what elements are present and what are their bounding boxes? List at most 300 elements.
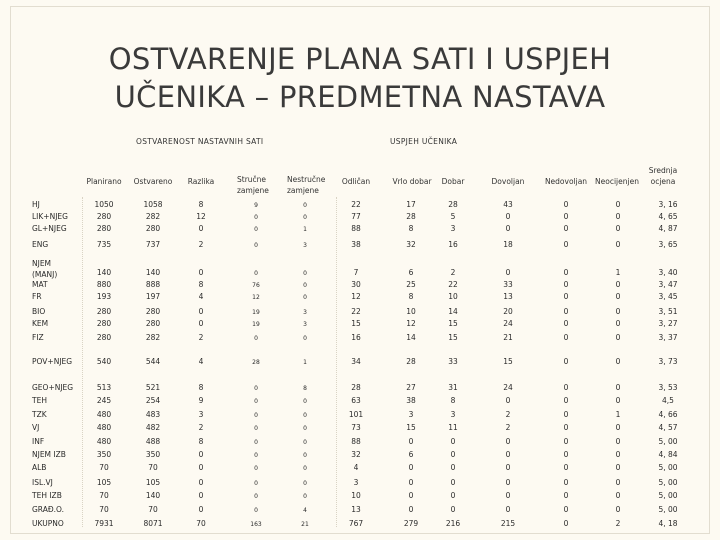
row-subject-label: BIO bbox=[32, 307, 46, 316]
col-header-nestrucne-zamjene: Nestručne zamjene bbox=[287, 175, 326, 195]
cell-dobar: 14 bbox=[448, 307, 458, 316]
cell-strucne-zamjene: 0 bbox=[254, 493, 258, 500]
cell-neocijenjen: 0 bbox=[615, 212, 621, 221]
cell-srednja-ocjena: 4, 18 bbox=[658, 519, 678, 528]
cell-neocijenjen: 0 bbox=[615, 396, 621, 405]
cell-nedovoljan: 0 bbox=[563, 319, 569, 328]
cell-neocijenjen: 0 bbox=[615, 319, 621, 328]
col-header-odlican: Odličan bbox=[341, 177, 371, 186]
cell-razlika: 0 bbox=[198, 307, 204, 316]
cell-dobar: 28 bbox=[448, 200, 458, 209]
cell-vrlo-dobar: 6 bbox=[408, 268, 414, 277]
cell-strucne-zamjene: 0 bbox=[254, 214, 258, 221]
cell-ostvareno: 282 bbox=[145, 333, 161, 342]
col-header-ostvareno: Ostvareno bbox=[133, 177, 173, 186]
cell-odlican: 34 bbox=[351, 357, 361, 366]
cell-dovoljan: 13 bbox=[503, 292, 513, 301]
cell-strucne-zamjene: 0 bbox=[254, 412, 258, 419]
cell-srednja-ocjena: 3, 65 bbox=[658, 240, 678, 249]
cell-dovoljan: 2 bbox=[505, 410, 511, 419]
cell-planirano: 735 bbox=[96, 240, 112, 249]
cell-dobar: 3 bbox=[450, 224, 456, 233]
cell-dobar: 5 bbox=[450, 212, 456, 221]
cell-nedovoljan: 0 bbox=[563, 280, 569, 289]
cell-dobar: 31 bbox=[448, 383, 458, 392]
cell-planirano: 70 bbox=[99, 463, 109, 472]
cell-odlican: 32 bbox=[351, 450, 361, 459]
cell-ostvareno: 70 bbox=[148, 463, 158, 472]
cell-planirano: 280 bbox=[96, 319, 112, 328]
cell-strucne-zamjene: 28 bbox=[252, 359, 260, 366]
group-header-realization: OSTVARENOST NASTAVNIH SATI bbox=[136, 137, 264, 146]
cell-vrlo-dobar: 0 bbox=[408, 463, 414, 472]
cell-odlican: 73 bbox=[351, 423, 361, 432]
cell-nedovoljan: 0 bbox=[563, 307, 569, 316]
cell-strucne-zamjene: 19 bbox=[252, 309, 260, 316]
cell-razlika: 9 bbox=[198, 396, 204, 405]
cell-nedovoljan: 0 bbox=[563, 240, 569, 249]
cell-nestrucne-zamjene: 0 bbox=[303, 425, 307, 432]
cell-vrlo-dobar: 28 bbox=[406, 212, 416, 221]
cell-neocijenjen: 0 bbox=[615, 307, 621, 316]
cell-strucne-zamjene: 0 bbox=[254, 439, 258, 446]
cell-srednja-ocjena: 4, 84 bbox=[658, 450, 678, 459]
cell-nedovoljan: 0 bbox=[563, 357, 569, 366]
cell-razlika: 0 bbox=[198, 478, 204, 487]
cell-ostvareno: 888 bbox=[145, 280, 161, 289]
cell-nestrucne-zamjene: 0 bbox=[303, 335, 307, 342]
cell-neocijenjen: 0 bbox=[615, 383, 621, 392]
cell-nedovoljan: 0 bbox=[563, 292, 569, 301]
cell-neocijenjen: 0 bbox=[615, 292, 621, 301]
cell-vrlo-dobar: 6 bbox=[408, 450, 414, 459]
cell-dobar: 8 bbox=[450, 396, 456, 405]
cell-ostvareno: 1058 bbox=[143, 200, 163, 209]
cell-ostvareno: 140 bbox=[145, 491, 161, 500]
cell-vrlo-dobar: 32 bbox=[406, 240, 416, 249]
cell-ostvareno: 350 bbox=[145, 450, 161, 459]
cell-razlika: 12 bbox=[196, 212, 206, 221]
cell-planirano: 480 bbox=[96, 437, 112, 446]
row-subject-label: TZK bbox=[32, 410, 47, 419]
cell-dovoljan: 0 bbox=[505, 505, 511, 514]
cell-nestrucne-zamjene: 0 bbox=[303, 214, 307, 221]
row-subject-label: KEM bbox=[32, 319, 49, 328]
cell-vrlo-dobar: 27 bbox=[406, 383, 416, 392]
cell-odlican: 767 bbox=[348, 519, 364, 528]
cell-srednja-ocjena: 4, 87 bbox=[658, 224, 678, 233]
cell-nedovoljan: 0 bbox=[563, 224, 569, 233]
cell-srednja-ocjena: 5, 00 bbox=[658, 505, 678, 514]
cell-nedovoljan: 0 bbox=[563, 333, 569, 342]
cell-neocijenjen: 2 bbox=[615, 519, 621, 528]
cell-nedovoljan: 0 bbox=[563, 200, 569, 209]
cell-planirano: 480 bbox=[96, 423, 112, 432]
cell-nestrucne-zamjene: 0 bbox=[303, 398, 307, 405]
cell-vrlo-dobar: 8 bbox=[408, 224, 414, 233]
cell-vrlo-dobar: 15 bbox=[406, 423, 416, 432]
cell-ostvareno: 140 bbox=[145, 268, 161, 277]
cell-dovoljan: 0 bbox=[505, 463, 511, 472]
cell-ostvareno: 482 bbox=[145, 423, 161, 432]
cell-vrlo-dobar: 25 bbox=[406, 280, 416, 289]
cell-neocijenjen: 0 bbox=[615, 240, 621, 249]
cell-planirano: 105 bbox=[96, 478, 112, 487]
cell-odlican: 88 bbox=[351, 437, 361, 446]
cell-neocijenjen: 0 bbox=[615, 450, 621, 459]
cell-odlican: 28 bbox=[351, 383, 361, 392]
row-subject-label: TEH IZB bbox=[32, 491, 62, 500]
cell-strucne-zamjene: 76 bbox=[252, 282, 260, 289]
cell-vrlo-dobar: 17 bbox=[406, 200, 416, 209]
cell-nestrucne-zamjene: 1 bbox=[303, 226, 307, 233]
cell-nestrucne-zamjene: 0 bbox=[303, 282, 307, 289]
cell-strucne-zamjene: 0 bbox=[254, 335, 258, 342]
cell-dovoljan: 20 bbox=[503, 307, 513, 316]
cell-planirano: 280 bbox=[96, 212, 112, 221]
cell-srednja-ocjena: 5, 00 bbox=[658, 491, 678, 500]
cell-ostvareno: 105 bbox=[145, 478, 161, 487]
row-subject-label: ISL.VJ bbox=[32, 478, 53, 487]
cell-srednja-ocjena: 4,5 bbox=[662, 396, 674, 405]
cell-ostvareno: 8071 bbox=[143, 519, 163, 528]
cell-razlika: 70 bbox=[196, 519, 206, 528]
cell-razlika: 0 bbox=[198, 505, 204, 514]
col-header-vrlo-dobar: Vrlo dobar bbox=[392, 177, 432, 186]
cell-strucne-zamjene: 9 bbox=[254, 202, 258, 209]
cell-nestrucne-zamjene: 0 bbox=[303, 465, 307, 472]
cell-dovoljan: 0 bbox=[505, 478, 511, 487]
cell-srednja-ocjena: 3, 37 bbox=[658, 333, 678, 342]
cell-neocijenjen: 1 bbox=[615, 268, 621, 277]
row-subject-label: FIZ bbox=[32, 333, 44, 342]
cell-planirano: 140 bbox=[96, 268, 112, 277]
cell-srednja-ocjena: 3, 47 bbox=[658, 280, 678, 289]
row-subject-label: TEH bbox=[32, 396, 47, 405]
cell-odlican: 16 bbox=[351, 333, 361, 342]
cell-planirano: 480 bbox=[96, 410, 112, 419]
slide-title bbox=[0, 40, 720, 116]
row-subject-label: FR bbox=[32, 292, 42, 301]
cell-nestrucne-zamjene: 1 bbox=[303, 359, 307, 366]
cell-planirano: 280 bbox=[96, 333, 112, 342]
cell-planirano: 280 bbox=[96, 224, 112, 233]
cell-planirano: 280 bbox=[96, 307, 112, 316]
row-subject-label: VJ bbox=[32, 423, 40, 432]
cell-odlican: 88 bbox=[351, 224, 361, 233]
cell-odlican: 7 bbox=[353, 268, 359, 277]
cell-neocijenjen: 0 bbox=[615, 333, 621, 342]
cell-nestrucne-zamjene: 3 bbox=[303, 321, 307, 328]
cell-neocijenjen: 0 bbox=[615, 437, 621, 446]
cell-neocijenjen: 0 bbox=[615, 491, 621, 500]
cell-vrlo-dobar: 28 bbox=[406, 357, 416, 366]
cell-razlika: 8 bbox=[198, 437, 204, 446]
cell-dobar: 2 bbox=[450, 268, 456, 277]
cell-srednja-ocjena: 3, 40 bbox=[658, 268, 678, 277]
cell-ostvareno: 488 bbox=[145, 437, 161, 446]
cell-dovoljan: 21 bbox=[503, 333, 513, 342]
cell-nestrucne-zamjene: 4 bbox=[303, 507, 307, 514]
cell-strucne-zamjene: 0 bbox=[254, 398, 258, 405]
cell-srednja-ocjena: 4, 57 bbox=[658, 423, 678, 432]
cell-dobar: 3 bbox=[450, 410, 456, 419]
cell-dovoljan: 18 bbox=[503, 240, 513, 249]
cell-nestrucne-zamjene: 0 bbox=[303, 480, 307, 487]
cell-dovoljan: 0 bbox=[505, 450, 511, 459]
cell-nedovoljan: 0 bbox=[563, 383, 569, 392]
cell-strucne-zamjene: 19 bbox=[252, 321, 260, 328]
cell-neocijenjen: 0 bbox=[615, 224, 621, 233]
cell-odlican: 63 bbox=[351, 396, 361, 405]
cell-planirano: 70 bbox=[99, 491, 109, 500]
cell-dovoljan: 24 bbox=[503, 383, 513, 392]
row-subject-label: GEO+NJEG bbox=[32, 383, 74, 392]
row-subject-label: HJ bbox=[32, 200, 40, 209]
cell-razlika: 0 bbox=[198, 463, 204, 472]
cell-srednja-ocjena: 5, 00 bbox=[658, 463, 678, 472]
cell-dobar: 10 bbox=[448, 292, 458, 301]
cell-ostvareno: 544 bbox=[145, 357, 161, 366]
cell-neocijenjen: 0 bbox=[615, 505, 621, 514]
cell-ostvareno: 280 bbox=[145, 224, 161, 233]
cell-dovoljan: 215 bbox=[500, 519, 516, 528]
cell-nedovoljan: 0 bbox=[563, 423, 569, 432]
column-divider bbox=[82, 197, 83, 527]
cell-vrlo-dobar: 279 bbox=[403, 519, 419, 528]
row-subject-label: NJEM (MANJ) bbox=[32, 259, 58, 279]
cell-odlican: 13 bbox=[351, 505, 361, 514]
cell-dobar: 16 bbox=[448, 240, 458, 249]
col-header-razlika: Razlika bbox=[187, 177, 215, 186]
cell-nedovoljan: 0 bbox=[563, 450, 569, 459]
row-subject-label: ENG bbox=[32, 240, 49, 249]
cell-nedovoljan: 0 bbox=[563, 505, 569, 514]
cell-srednja-ocjena: 3, 45 bbox=[658, 292, 678, 301]
cell-nestrucne-zamjene: 3 bbox=[303, 242, 307, 249]
cell-ostvareno: 282 bbox=[145, 212, 161, 221]
cell-nestrucne-zamjene: 0 bbox=[303, 439, 307, 446]
cell-nedovoljan: 0 bbox=[563, 396, 569, 405]
cell-planirano: 70 bbox=[99, 505, 109, 514]
cell-ostvareno: 197 bbox=[145, 292, 161, 301]
cell-nestrucne-zamjene: 8 bbox=[303, 385, 307, 392]
cell-vrlo-dobar: 8 bbox=[408, 292, 414, 301]
cell-razlika: 2 bbox=[198, 240, 204, 249]
cell-srednja-ocjena: 4, 66 bbox=[658, 410, 678, 419]
group-header-success: USPJEH UČENIKA bbox=[390, 137, 458, 146]
cell-dovoljan: 24 bbox=[503, 319, 513, 328]
cell-neocijenjen: 1 bbox=[615, 410, 621, 419]
cell-ostvareno: 483 bbox=[145, 410, 161, 419]
cell-strucne-zamjene: 0 bbox=[254, 507, 258, 514]
cell-nestrucne-zamjene: 0 bbox=[303, 202, 307, 209]
cell-nedovoljan: 0 bbox=[563, 463, 569, 472]
row-subject-label: ALB bbox=[32, 463, 47, 472]
cell-nedovoljan: 0 bbox=[563, 491, 569, 500]
cell-vrlo-dobar: 3 bbox=[408, 410, 414, 419]
cell-strucne-zamjene: 12 bbox=[252, 294, 260, 301]
cell-odlican: 22 bbox=[351, 307, 361, 316]
cell-razlika: 2 bbox=[198, 333, 204, 342]
cell-nestrucne-zamjene: 0 bbox=[303, 452, 307, 459]
cell-nedovoljan: 0 bbox=[563, 437, 569, 446]
cell-nedovoljan: 0 bbox=[563, 212, 569, 221]
cell-nestrucne-zamjene: 0 bbox=[303, 412, 307, 419]
cell-odlican: 30 bbox=[351, 280, 361, 289]
cell-strucne-zamjene: 0 bbox=[254, 480, 258, 487]
col-header-nedovoljan: Nedovoljan bbox=[544, 177, 588, 186]
cell-dobar: 0 bbox=[450, 491, 456, 500]
cell-ostvareno: 70 bbox=[148, 505, 158, 514]
cell-dobar: 15 bbox=[448, 333, 458, 342]
cell-dobar: 33 bbox=[448, 357, 458, 366]
cell-dobar: 216 bbox=[445, 519, 461, 528]
cell-vrlo-dobar: 0 bbox=[408, 505, 414, 514]
cell-planirano: 193 bbox=[96, 292, 112, 301]
cell-srednja-ocjena: 4, 65 bbox=[658, 212, 678, 221]
cell-dobar: 15 bbox=[448, 319, 458, 328]
title-line-2: UČENIKA – PREDMETNA NASTAVA bbox=[114, 80, 606, 114]
cell-neocijenjen: 0 bbox=[615, 423, 621, 432]
cell-razlika: 0 bbox=[198, 491, 204, 500]
row-subject-label: NJEM IZB bbox=[32, 450, 66, 459]
cell-dovoljan: 0 bbox=[505, 268, 511, 277]
cell-neocijenjen: 0 bbox=[615, 357, 621, 366]
col-header-planirano: Planirano bbox=[86, 177, 122, 186]
row-subject-label: GRAĐ.O. bbox=[32, 505, 65, 514]
cell-neocijenjen: 0 bbox=[615, 478, 621, 487]
cell-srednja-ocjena: 3, 27 bbox=[658, 319, 678, 328]
cell-ostvareno: 280 bbox=[145, 307, 161, 316]
cell-odlican: 101 bbox=[348, 410, 364, 419]
cell-planirano: 350 bbox=[96, 450, 112, 459]
cell-nedovoljan: 0 bbox=[563, 268, 569, 277]
cell-planirano: 513 bbox=[96, 383, 112, 392]
cell-razlika: 0 bbox=[198, 224, 204, 233]
cell-srednja-ocjena: 3, 73 bbox=[658, 357, 678, 366]
cell-razlika: 8 bbox=[198, 383, 204, 392]
cell-ostvareno: 280 bbox=[145, 319, 161, 328]
col-header-srednja-ocjena: Srednja ocjena bbox=[648, 166, 678, 186]
cell-strucne-zamjene: 0 bbox=[254, 425, 258, 432]
cell-nedovoljan: 0 bbox=[563, 519, 569, 528]
cell-srednja-ocjena: 5, 00 bbox=[658, 478, 678, 487]
cell-planirano: 1050 bbox=[94, 200, 114, 209]
cell-dobar: 0 bbox=[450, 505, 456, 514]
row-subject-label: POV+NJEG bbox=[32, 357, 73, 366]
cell-strucne-zamjene: 0 bbox=[254, 242, 258, 249]
cell-odlican: 38 bbox=[351, 240, 361, 249]
cell-odlican: 3 bbox=[353, 478, 359, 487]
cell-razlika: 8 bbox=[198, 200, 204, 209]
cell-vrlo-dobar: 0 bbox=[408, 491, 414, 500]
row-subject-label: GL+NJEG bbox=[32, 224, 67, 233]
cell-srednja-ocjena: 3, 16 bbox=[658, 200, 678, 209]
cell-strucne-zamjene: 0 bbox=[254, 270, 258, 277]
cell-vrlo-dobar: 10 bbox=[406, 307, 416, 316]
cell-dobar: 0 bbox=[450, 437, 456, 446]
cell-razlika: 4 bbox=[198, 357, 204, 366]
cell-dobar: 0 bbox=[450, 463, 456, 472]
cell-nestrucne-zamjene: 0 bbox=[303, 294, 307, 301]
cell-vrlo-dobar: 38 bbox=[406, 396, 416, 405]
cell-razlika: 8 bbox=[198, 280, 204, 289]
title-line-1: OSTVARENJE PLANA SATI I USPJEH bbox=[108, 42, 612, 76]
cell-nedovoljan: 0 bbox=[563, 410, 569, 419]
cell-dovoljan: 0 bbox=[505, 396, 511, 405]
col-header-dobar: Dobar bbox=[441, 177, 465, 186]
cell-dovoljan: 15 bbox=[503, 357, 513, 366]
cell-razlika: 0 bbox=[198, 319, 204, 328]
cell-srednja-ocjena: 3, 51 bbox=[658, 307, 678, 316]
cell-strucne-zamjene: 0 bbox=[254, 226, 258, 233]
cell-dobar: 0 bbox=[450, 478, 456, 487]
cell-planirano: 7931 bbox=[94, 519, 114, 528]
cell-dovoljan: 33 bbox=[503, 280, 513, 289]
cell-odlican: 10 bbox=[351, 491, 361, 500]
cell-strucne-zamjene: 163 bbox=[250, 521, 262, 528]
cell-planirano: 880 bbox=[96, 280, 112, 289]
cell-nedovoljan: 0 bbox=[563, 478, 569, 487]
cell-strucne-zamjene: 0 bbox=[254, 385, 258, 392]
row-subject-label: MAT bbox=[32, 280, 48, 289]
cell-razlika: 0 bbox=[198, 450, 204, 459]
cell-dovoljan: 43 bbox=[503, 200, 513, 209]
cell-razlika: 2 bbox=[198, 423, 204, 432]
cell-neocijenjen: 0 bbox=[615, 463, 621, 472]
cell-odlican: 22 bbox=[351, 200, 361, 209]
cell-srednja-ocjena: 5, 00 bbox=[658, 437, 678, 446]
cell-odlican: 12 bbox=[351, 292, 361, 301]
cell-dovoljan: 0 bbox=[505, 224, 511, 233]
cell-vrlo-dobar: 14 bbox=[406, 333, 416, 342]
cell-odlican: 15 bbox=[351, 319, 361, 328]
cell-odlican: 77 bbox=[351, 212, 361, 221]
cell-dobar: 22 bbox=[448, 280, 458, 289]
cell-strucne-zamjene: 0 bbox=[254, 465, 258, 472]
cell-odlican: 4 bbox=[353, 463, 359, 472]
cell-neocijenjen: 0 bbox=[615, 280, 621, 289]
row-subject-label: LIK+NJEG bbox=[32, 212, 68, 221]
col-header-dovoljan: Dovoljan bbox=[491, 177, 525, 186]
row-subject-label: INF bbox=[32, 437, 45, 446]
cell-planirano: 245 bbox=[96, 396, 112, 405]
col-header-neocijenjen: Neocijenjen bbox=[595, 177, 639, 186]
cell-vrlo-dobar: 0 bbox=[408, 478, 414, 487]
cell-razlika: 0 bbox=[198, 268, 204, 277]
cell-ostvareno: 737 bbox=[145, 240, 161, 249]
cell-nestrucne-zamjene: 3 bbox=[303, 309, 307, 316]
cell-vrlo-dobar: 0 bbox=[408, 437, 414, 446]
col-header-strucne-zamjene: Stručne zamjene bbox=[237, 175, 269, 195]
cell-dovoljan: 0 bbox=[505, 212, 511, 221]
cell-strucne-zamjene: 0 bbox=[254, 452, 258, 459]
cell-planirano: 540 bbox=[96, 357, 112, 366]
cell-ostvareno: 254 bbox=[145, 396, 161, 405]
cell-neocijenjen: 0 bbox=[615, 200, 621, 209]
cell-dovoljan: 0 bbox=[505, 491, 511, 500]
cell-nestrucne-zamjene: 0 bbox=[303, 270, 307, 277]
row-subject-label: UKUPNO bbox=[32, 519, 64, 528]
cell-dovoljan: 0 bbox=[505, 437, 511, 446]
cell-ostvareno: 521 bbox=[145, 383, 161, 392]
cell-razlika: 3 bbox=[198, 410, 204, 419]
cell-razlika: 4 bbox=[198, 292, 204, 301]
cell-dobar: 11 bbox=[448, 423, 458, 432]
cell-dovoljan: 2 bbox=[505, 423, 511, 432]
cell-nestrucne-zamjene: 21 bbox=[301, 521, 309, 528]
